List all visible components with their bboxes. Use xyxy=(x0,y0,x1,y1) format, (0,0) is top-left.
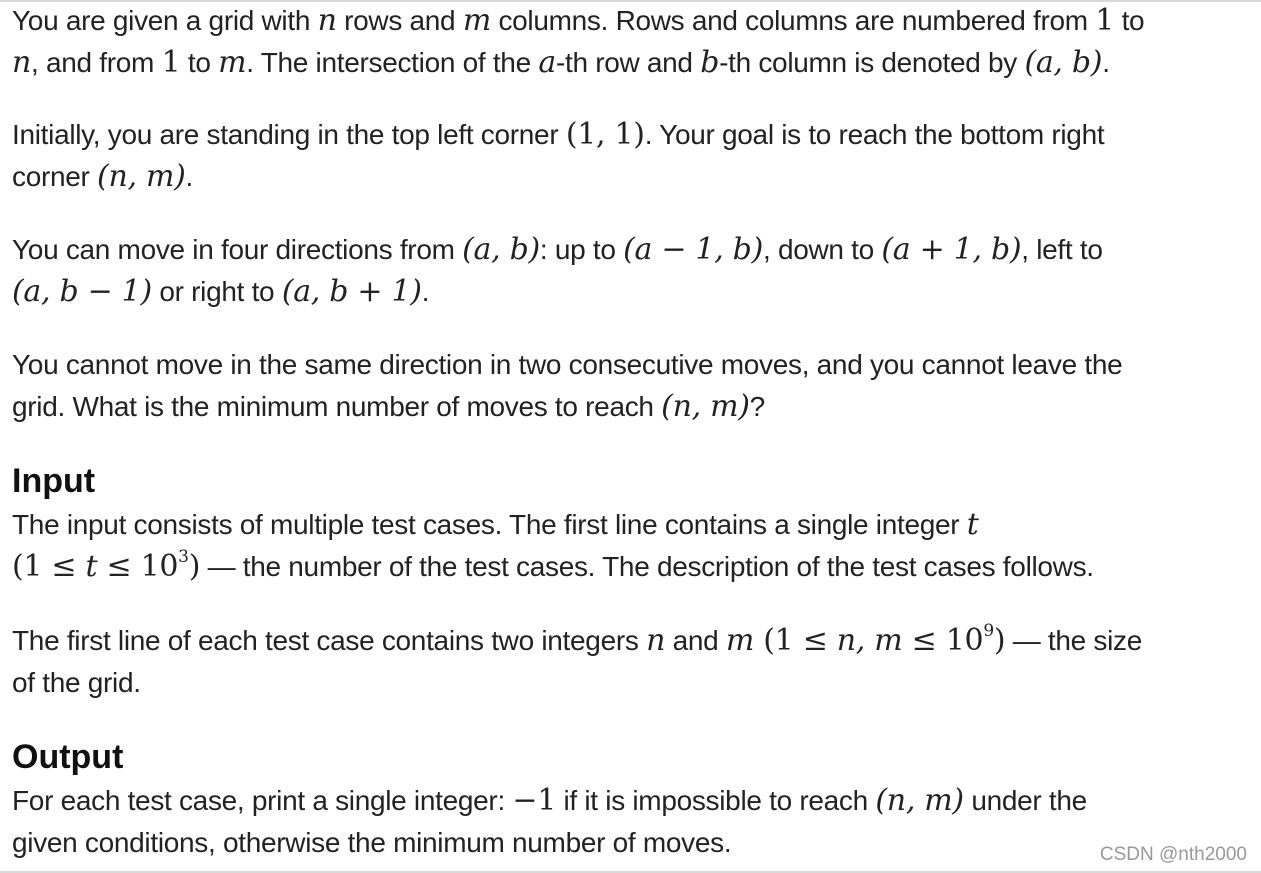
text: — the number of the test cases. The description of the test cases follows. xyxy=(200,551,1094,582)
text: to xyxy=(180,47,219,78)
math-range: ) xyxy=(993,623,1006,658)
text: . xyxy=(421,276,430,307)
paragraph-output xyxy=(12,780,1087,864)
math-left: (a, b − 1) xyxy=(12,274,152,309)
text: ? xyxy=(749,391,765,422)
text: . The intersection of the xyxy=(246,47,539,78)
math-up: (a − 1, b) xyxy=(623,232,763,267)
text: , left to xyxy=(1021,234,1103,265)
math-ab: (a, b) xyxy=(462,232,540,267)
math-ab: (a, b) xyxy=(1024,45,1103,80)
text: to xyxy=(1114,5,1145,36)
math-exponent: 9 xyxy=(983,621,994,641)
math-m: m xyxy=(462,3,491,38)
text: The input consists of multiple test cases. The first line contains a single integer xyxy=(12,509,967,540)
paragraph-input-t xyxy=(12,504,1094,588)
math-n: n xyxy=(646,623,666,658)
text: of the grid. xyxy=(12,667,141,698)
math-exponent: 3 xyxy=(178,547,189,567)
text: grid. What is the minimum number of moves to reach xyxy=(12,391,662,422)
math-down: (a + 1, b) xyxy=(881,232,1022,267)
text: You cannot move in the same direction in two consecutive moves, and you cannot leave the xyxy=(12,349,1123,380)
output-heading: Output xyxy=(12,738,124,776)
text: You can move in four directions from xyxy=(12,234,463,265)
paragraph-grid-definition xyxy=(12,0,1144,84)
math-range: (1 ≤ xyxy=(754,623,837,658)
math-neg-one: −1 xyxy=(512,783,557,818)
text: or right to xyxy=(151,276,282,307)
math-m: m xyxy=(218,45,247,80)
math-range: ) xyxy=(188,549,201,584)
paragraph-moves xyxy=(12,229,1103,313)
math-nm: n, m xyxy=(836,623,903,658)
math-target-cell: (n, m) xyxy=(875,783,964,818)
text: -th row and xyxy=(555,47,701,78)
text: , down to xyxy=(762,234,882,265)
text: The first line of each test case contains two integers xyxy=(12,625,647,656)
text: and xyxy=(665,625,726,656)
math-n: n xyxy=(12,45,32,80)
watermark: CSDN @nth2000 xyxy=(1099,844,1247,865)
math-t: t xyxy=(85,549,98,584)
text: You are given a grid with xyxy=(12,5,318,36)
text: given conditions, otherwise the minimum number of moves. xyxy=(12,827,732,858)
text: : up to xyxy=(539,234,624,265)
text: corner xyxy=(12,161,98,192)
input-heading: Input xyxy=(12,462,96,500)
math-t: t xyxy=(966,507,979,542)
text: , and from xyxy=(31,47,162,78)
paragraph-constraint xyxy=(12,344,1122,428)
math-range: (1 ≤ xyxy=(12,549,86,584)
paragraph-goal xyxy=(12,114,1104,198)
math-one: 1 xyxy=(161,45,181,80)
math-target-cell: (n, m) xyxy=(661,389,750,424)
math-right: (a, b + 1) xyxy=(281,274,422,309)
math-range: ≤ 10 xyxy=(902,623,984,658)
math-range: ≤ 10 xyxy=(97,549,179,584)
text: rows and xyxy=(336,5,463,36)
math-start-cell: (1, 1) xyxy=(565,117,645,152)
text: -th column is denoted by xyxy=(719,47,1025,78)
math-a: a xyxy=(538,45,556,80)
math-b: b xyxy=(700,45,720,80)
math-m: m xyxy=(725,623,755,658)
text: Initially, you are standing in the top left corner xyxy=(12,119,566,150)
text: . xyxy=(1102,47,1110,78)
math-target-cell: (n, m) xyxy=(97,159,186,194)
text: columns. Rows and columns are numbered from xyxy=(490,5,1096,36)
text: if it is impossible to reach xyxy=(556,785,876,816)
math-n: n xyxy=(317,3,337,38)
text: . xyxy=(185,161,193,192)
text: under the xyxy=(963,785,1087,816)
math-one: 1 xyxy=(1095,3,1115,38)
text: For each test case, print a single integer: xyxy=(12,785,513,816)
text: . Your goal is to reach the bottom right xyxy=(644,119,1105,150)
paragraph-input-nm xyxy=(12,620,1142,704)
text: — the size xyxy=(1005,625,1143,656)
